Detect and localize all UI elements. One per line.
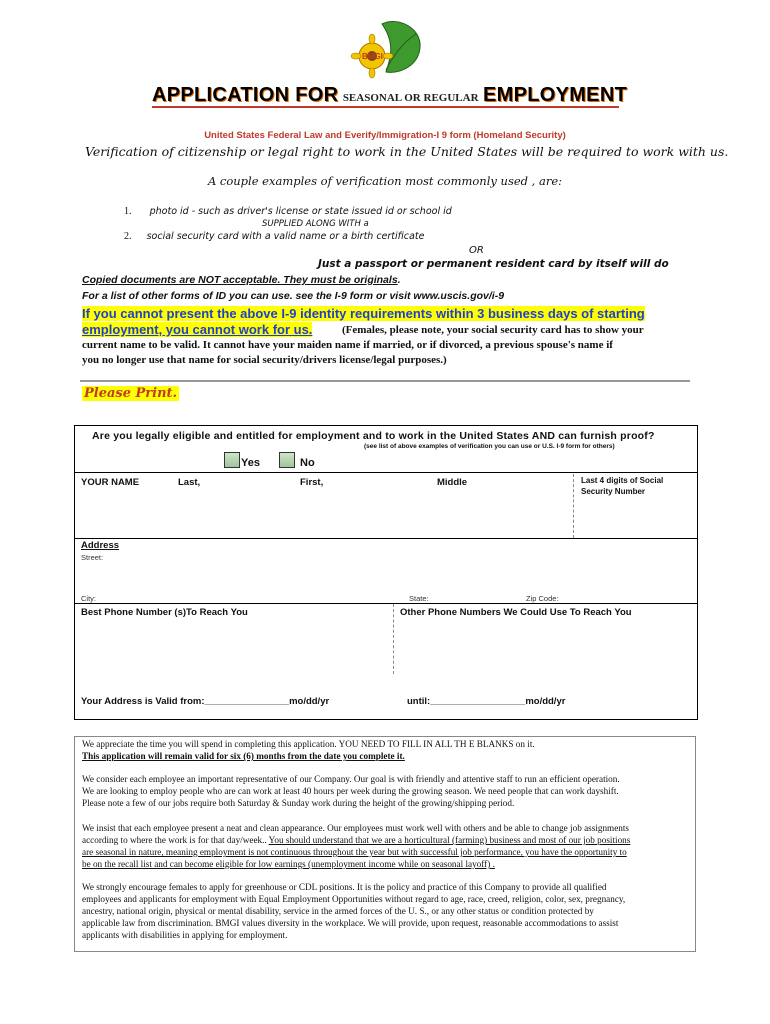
current-name-note-2: you no longer use that name for social security/drivers license/legal purposes.) <box>82 354 447 366</box>
first-name-label: First, <box>300 477 324 488</box>
or-separator: OR <box>469 245 484 256</box>
example-2-number: 2. <box>124 231 132 242</box>
insist-line-4: be on the recall list and can become eligible for low earnings (unemployment income while on seasonal layoff) . <box>82 859 495 869</box>
zip-label: Zip Code: <box>526 594 559 603</box>
page-title <box>152 84 632 107</box>
your-name-label: YOUR NAME <box>81 477 140 488</box>
address-valid-from-field[interactable]: Your Address is Valid from:________________mo/dd/yr <box>81 696 330 707</box>
copied-documents-text: Copied documents are NOT acceptable. They must be originals <box>82 274 398 286</box>
insist-line-1: We insist that each employee present a neat and clean appearance. Our employees must work well with others and be able to change job assignments <box>82 823 630 833</box>
street-input[interactable] <box>120 552 690 582</box>
phone-row-top-rule <box>74 603 698 604</box>
address-label: Address <box>81 540 120 551</box>
valid-six-months-line: This application will remain valid for six (6) months from the date you complete it. <box>82 751 405 761</box>
eligible-no-checkbox[interactable] <box>279 452 295 468</box>
best-phone-label: Best Phone Number (s)To Reach You <box>81 607 248 618</box>
insist-line-2b: You should understand that we are a horticultural (farming) business and most of our job positions <box>268 835 631 845</box>
address-valid-until-field[interactable]: until:__________________mo/dd/yr <box>407 696 566 707</box>
appreciate-line: We appreciate the time you will spend in completing this application. YOU NEED TO FILL IN ALL TH E BLANKS on it. <box>82 739 535 749</box>
examples-intro: A couple examples of verification most commonly used , are: <box>207 174 563 188</box>
name-row-top-rule <box>74 472 698 473</box>
encourage-line-4: applicable law from discrimination. BMGI values diversity in the workplace. We will provide, upon request, reasonable accommodations to assist <box>82 918 619 928</box>
copied-documents-warning <box>82 274 401 286</box>
name-input-area[interactable] <box>82 480 172 530</box>
title-part-employment: EMPLOYMENT <box>482 84 628 106</box>
i9-deadline-text-2: employment, you cannot work for us. <box>82 322 313 337</box>
eligible-yes-label: Yes <box>241 457 260 469</box>
eligibility-question: Are you legally eligible and entitled for employment and to work in the United States AND can furnish proof? <box>92 430 655 442</box>
passport-option: Just a passport or permanent resident card by itself will do <box>318 258 669 270</box>
ssn-label-line2: Security Number <box>581 487 646 496</box>
eligible-yes-checkbox[interactable] <box>224 452 240 468</box>
i9-deadline-text-1: If you cannot present the above I-9 identity requirements within 3 business days of starting <box>82 306 645 321</box>
ssn-divider <box>573 474 574 538</box>
encourage-line-2: employees and applicants for employment with Equal Employment Opportunities without regard to age, race, creed, religion, color, sex, pregnancy, <box>82 894 626 904</box>
other-phone-label: Other Phone Numbers We Could Use To Reach You <box>400 607 632 618</box>
phone-divider <box>393 604 394 674</box>
middle-name-label: Middle <box>437 477 468 488</box>
encourage-line-5: applicants with disabilities in applying for employment. <box>82 930 288 940</box>
females-note: (Females, please note, your social security card has to show your <box>342 324 644 336</box>
other-id-forms-note: For a list of other forms of ID you can use. see the I-9 form or visit www.uscis.gov/i-9 <box>82 290 505 302</box>
supplied-along: SUPPLIED ALONG WITH a <box>262 219 369 229</box>
address-row-top-rule <box>74 538 698 539</box>
nursery-logo-icon <box>360 14 430 86</box>
best-phone-input[interactable] <box>81 622 386 672</box>
section-divider <box>80 380 690 382</box>
title-part-seasonal: SEASONAL OR REGULAR <box>342 92 479 104</box>
ssn-label-line1: Last 4 digits of Social <box>581 476 664 485</box>
example-1-text: photo id - such as driver's license or state issued id or school id <box>149 206 452 217</box>
eligible-no-label: No <box>300 457 315 469</box>
state-label: State: <box>409 594 429 603</box>
other-phone-input[interactable] <box>400 622 690 672</box>
last-name-label: Last, <box>178 477 201 488</box>
copied-documents-period: . <box>397 274 401 286</box>
federal-law-subtitle: United States Federal Law and Everify/Immigration-I 9 form (Homeland Security) <box>204 130 566 141</box>
consider-line-2: We are looking to employ people who are can work at least 40 hours per week during the growing season. We need people that can work dayshift. <box>82 786 619 796</box>
street-label: Street: <box>81 553 104 562</box>
insist-line-3: are seasonal in nature, meaning employment is not continuous throughout the year but with successful job performance, you have the opportunity to <box>82 847 627 857</box>
consider-line-1: We consider each employee an important representative of our Company. Our goal is with friendly and attentive staff to run an efficient operation. <box>82 774 620 784</box>
example-2-text: social security card with a valid name or a birth certificate <box>146 231 425 242</box>
title-underline <box>152 106 619 108</box>
verification-notice: Verification of citizenship or legal right to work in the United States will be required to work with us. <box>85 144 729 159</box>
example-1-number: 1. <box>124 206 132 217</box>
insist-line-2 <box>82 835 630 846</box>
svg-text:BMGI: BMGI <box>362 52 383 61</box>
eligibility-question-note: (see list of above examples of verification you can use or U.S. I-9 form for others) <box>364 443 615 450</box>
i9-deadline-warning-line2 <box>82 321 312 339</box>
consider-line-3: Please note a few of our jobs require both Saturday & Sunday work during the height of the growing/shipping period. <box>82 798 515 808</box>
city-label: City: <box>81 594 96 603</box>
example-2 <box>124 231 424 242</box>
insist-line-2a: according to where the work is for that day/week.. <box>82 835 269 845</box>
encourage-line-1: We strongly encourage females to apply for greenhouse or CDL positions. It is the policy and practice of this Company to provide all qualified <box>82 882 607 892</box>
current-name-note-1: current name to be valid. It cannot have your maiden name if married, or if divorced, a previous spouse's name if <box>82 339 613 351</box>
example-1 <box>124 206 452 217</box>
title-part-application-for: APPLICATION FOR <box>152 84 339 106</box>
company-logo <box>360 14 410 84</box>
encourage-line-3: ancestry, national origin, physical or mental disability, service in the armed forces of the U. S., or any other status or condition protected by <box>82 906 594 916</box>
please-print-label: Please Print. <box>84 386 178 401</box>
